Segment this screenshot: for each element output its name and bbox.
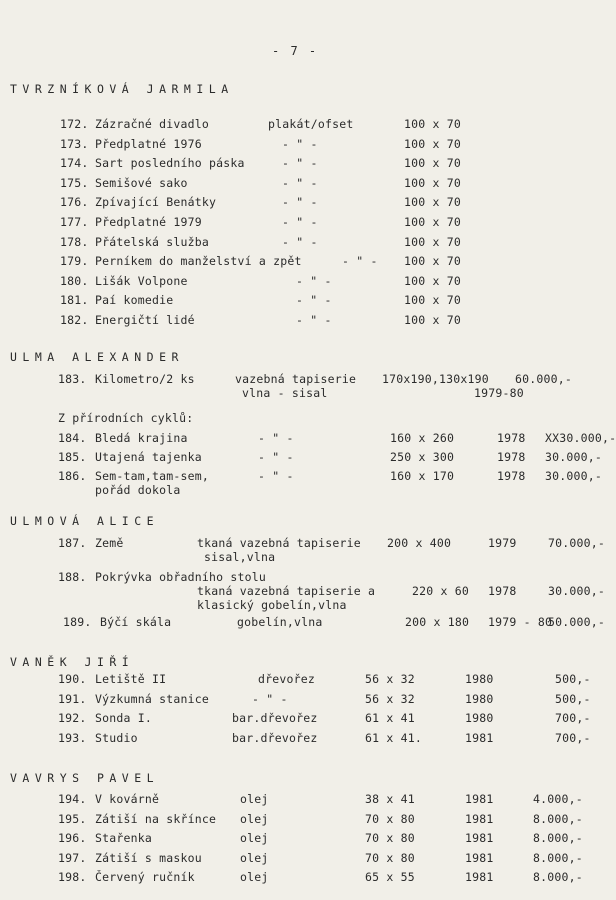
entry-technique: tkaná vazebná tapiserie <box>197 536 361 550</box>
entry-number: 198. <box>58 870 87 884</box>
entry-title: V kovárně <box>95 792 160 806</box>
entry-number: 174. <box>60 156 89 171</box>
entry-title: Letiště II <box>95 672 167 686</box>
entry-number: 195. <box>58 811 87 826</box>
entry-dimensions: 100 x 70 <box>404 136 461 151</box>
entry-number: 173. <box>60 136 89 151</box>
entry-title: Země <box>95 536 124 550</box>
entry-number: 176. <box>60 195 89 210</box>
entry-dimensions: 100 x 70 <box>404 293 461 308</box>
entry-title: Kilometro/2 ks <box>95 372 195 386</box>
entry-technique: - " - <box>282 136 318 151</box>
entry-price: 500,- <box>555 672 591 686</box>
entry-technique: - " - <box>258 469 294 483</box>
artist-heading: VANĚK JIŘÍ <box>10 655 135 669</box>
entry-dimensions: 56 x 32 <box>365 691 415 706</box>
entry-number: 187. <box>58 536 87 550</box>
entry-title: Zátiší s maskou <box>95 850 202 865</box>
entry-title: Červený ručník <box>95 870 195 884</box>
entry-title: Perníkem do manželství a zpět <box>95 254 302 269</box>
entry-number: 172. <box>60 117 89 131</box>
entry-year: 1981 <box>465 850 494 865</box>
entry-technique: vazebná tapiserie <box>235 372 357 386</box>
entry-technique: - " - <box>282 156 318 171</box>
artist-heading: ULMOVÁ ALICE <box>10 514 160 528</box>
entry-number: 182. <box>60 313 89 327</box>
entry-year: 1979-80 <box>474 386 524 400</box>
entry-dimensions: 56 x 32 <box>365 672 415 686</box>
entry-title: Paí komedie <box>95 293 174 308</box>
entry-price: 8.000,- <box>533 811 583 826</box>
entry-dimensions: 70 x 80 <box>365 850 415 865</box>
entry-price: 70.000,- <box>548 536 605 550</box>
entry-price: 60.000,- <box>515 372 572 386</box>
entry-technique: - " - <box>296 293 332 308</box>
entry-technique: klasický gobelín,vlna <box>197 598 347 612</box>
entry-dimensions: 70 x 80 <box>365 811 415 826</box>
entry-price: 30.000,- <box>548 584 605 598</box>
cycle-subheading: Z přírodních cyklů: <box>58 411 194 425</box>
entry-title: Energičtí lidé <box>95 313 195 327</box>
entry-year: 1978 <box>497 450 526 464</box>
entry-dimensions: 65 x 55 <box>365 870 415 884</box>
entry-technique: - " - <box>282 215 318 229</box>
entry-dimensions: 61 x 41. <box>365 730 422 745</box>
entry-number: 194. <box>58 792 87 806</box>
entry-price: XX30.000,- <box>545 431 616 445</box>
entry-year: 1980 <box>465 672 494 686</box>
entry-price: 30.000,- <box>545 450 602 464</box>
entry-number: 180. <box>60 273 89 288</box>
entry-year: 1980 <box>465 691 494 706</box>
entry-price: 30.000,- <box>545 469 602 483</box>
entry-technique: - " - <box>296 273 332 288</box>
entry-number: 190. <box>58 672 87 686</box>
entry-title: Předplatné 1976 <box>95 136 202 151</box>
entry-dimensions: 100 x 70 <box>404 215 461 229</box>
entry-technique: dřevořez <box>258 672 315 686</box>
entry-year: 1978 <box>497 469 526 483</box>
entry-year: 1978 <box>497 431 526 445</box>
entry-title: Bledá krajina <box>95 431 188 445</box>
entry-technique: - " - <box>282 175 318 190</box>
entry-year: 1981 <box>465 811 494 826</box>
entry-dimensions: 220 x 60 <box>412 584 469 598</box>
entry-year: 1979 - 80 <box>488 615 553 629</box>
entry-number: 177. <box>60 215 89 229</box>
entry-number: 179. <box>60 254 89 269</box>
entry-number: 193. <box>58 730 87 745</box>
entry-title: Stařenka <box>95 831 152 845</box>
artist-heading: ULMA ALEXANDER <box>10 350 184 364</box>
entry-title: Lišák Volpone <box>95 273 188 288</box>
artist-heading: TVRZNÍKOVÁ JARMILA <box>10 82 234 96</box>
entry-dimensions: 70 x 80 <box>365 831 415 845</box>
entry-price: 8.000,- <box>533 831 583 845</box>
entry-title: Sem-tam,tam-sem, <box>95 469 209 483</box>
entry-number: 183. <box>58 372 87 386</box>
entry-dimensions: 160 x 260 <box>390 431 455 445</box>
entry-technique: tkaná vazebná tapiserie a <box>197 584 376 598</box>
entry-technique: - " - <box>252 691 288 706</box>
entry-price: 50.000,- <box>548 615 605 629</box>
entry-year: 1981 <box>465 730 494 745</box>
entry-number: 185. <box>58 450 87 464</box>
page-number: - 7 - <box>272 44 319 58</box>
entry-dimensions: 250 x 300 <box>390 450 455 464</box>
entry-title: Zázračné divadlo <box>95 117 209 131</box>
entry-title: Semišové sako <box>95 175 188 190</box>
artist-heading: VAVRYS PAVEL <box>10 771 160 785</box>
entry-title: Předplatné 1979 <box>95 215 202 229</box>
entry-title: Zpívající Benátky <box>95 195 217 210</box>
entry-dimensions: 200 x 400 <box>387 536 452 550</box>
entry-year: 1981 <box>465 792 494 806</box>
entry-dimensions: 170x190,130x190 <box>382 372 489 386</box>
entry-year: 1981 <box>465 870 494 884</box>
entry-number: 181. <box>60 293 89 308</box>
entry-price: 8.000,- <box>533 850 583 865</box>
entry-number: 188. <box>58 570 87 584</box>
entry-technique: olej <box>240 850 269 865</box>
entry-year: 1980 <box>465 711 494 725</box>
entry-number: 196. <box>58 831 87 845</box>
entry-dimensions: 61 x 41 <box>365 711 415 725</box>
entry-title: Výzkumná stanice <box>95 691 209 706</box>
entry-dimensions: 100 x 70 <box>404 175 461 190</box>
entry-year: 1981 <box>465 831 494 845</box>
entry-title: Sonda I. <box>95 711 152 725</box>
entry-year: 1979 <box>488 536 517 550</box>
entry-technique: - " - <box>342 254 378 269</box>
entry-year: 1978 <box>488 584 517 598</box>
entry-title: pořád dokola <box>95 483 181 497</box>
entry-title: Přátelská služba <box>95 234 209 249</box>
entry-dimensions: 100 x 70 <box>404 313 461 327</box>
entry-price: 4.000,- <box>533 792 583 806</box>
entry-technique: - " - <box>258 450 294 464</box>
entry-price: 700,- <box>555 730 591 745</box>
entry-technique: gobelín,vlna <box>237 615 323 629</box>
entry-number: 184. <box>58 431 87 445</box>
entry-title: Studio <box>95 730 138 745</box>
entry-number: 197. <box>58 850 87 865</box>
entry-technique: plakát/ofset <box>268 117 354 131</box>
entry-price: 8.000,- <box>533 870 583 884</box>
entry-price: 700,- <box>555 711 591 725</box>
entry-title: Utajená tajenka <box>95 450 202 464</box>
entry-technique: sisal,vlna <box>204 550 276 564</box>
entry-technique: - " - <box>258 431 294 445</box>
entry-technique: olej <box>240 811 269 826</box>
entry-dimensions: 100 x 70 <box>404 254 461 269</box>
entry-technique: olej <box>240 792 269 806</box>
entry-dimensions: 100 x 70 <box>404 195 461 210</box>
entry-number: 186. <box>58 469 87 483</box>
entry-dimensions: 100 x 70 <box>404 273 461 288</box>
entry-technique: olej <box>240 831 269 845</box>
entry-title: Zátiší na skřínce <box>95 811 217 826</box>
entry-technique: olej <box>240 870 269 884</box>
entry-technique: bar.dřevořez <box>232 730 318 745</box>
entry-number: 191. <box>58 691 87 706</box>
entry-number: 178. <box>60 234 89 249</box>
entry-technique: - " - <box>296 313 332 327</box>
entry-technique: vlna - sisal <box>242 386 328 400</box>
entry-number: 192. <box>58 711 87 725</box>
entry-number: 189. <box>63 615 92 629</box>
entry-dimensions: 160 x 170 <box>390 469 455 483</box>
entry-technique: - " - <box>282 234 318 249</box>
entry-title: Pokrývka obřadního stolu <box>95 570 266 584</box>
entry-dimensions: 38 x 41 <box>365 792 415 806</box>
entry-dimensions: 200 x 180 <box>405 615 470 629</box>
entry-dimensions: 100 x 70 <box>404 117 461 131</box>
entry-dimensions: 100 x 70 <box>404 234 461 249</box>
entry-title: Býčí skála <box>100 615 172 629</box>
entry-title: Sart posledního páska <box>95 156 245 171</box>
entry-price: 500,- <box>555 691 591 706</box>
entry-number: 175. <box>60 175 89 190</box>
entry-dimensions: 100 x 70 <box>404 156 461 171</box>
entry-technique: bar.dřevořez <box>232 711 318 725</box>
entry-technique: - " - <box>282 195 318 210</box>
